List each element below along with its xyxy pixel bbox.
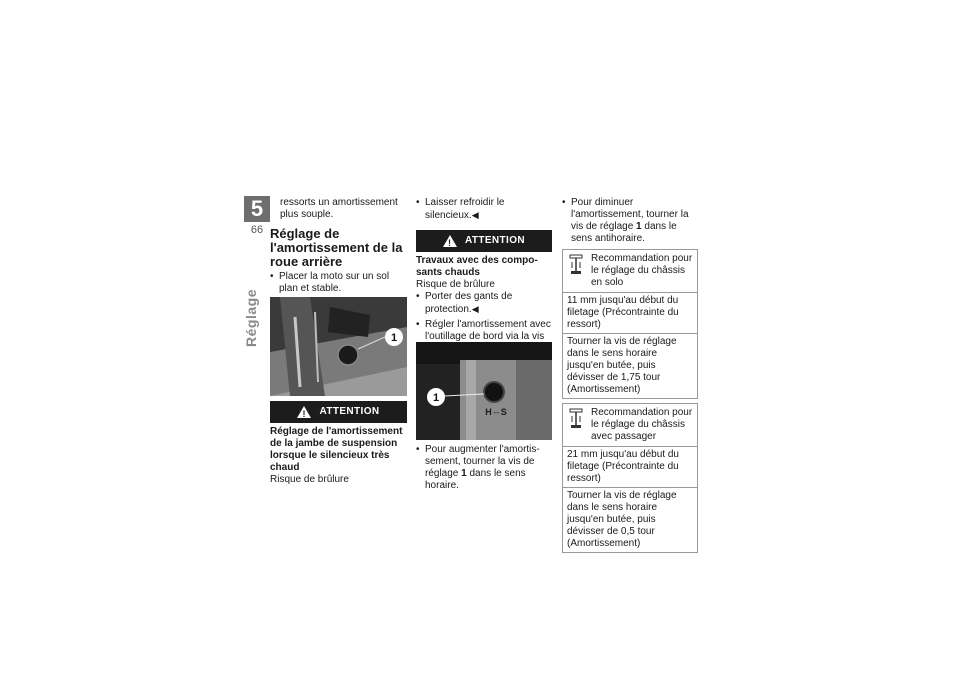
warning-icon bbox=[297, 406, 311, 418]
warning-text: Risque de brûlure bbox=[416, 279, 495, 290]
warning-bar bbox=[270, 401, 407, 423]
rear-shock-photo bbox=[270, 297, 407, 396]
rec-header bbox=[563, 250, 697, 292]
warning-title: Réglage de l'amortissement de la jambe de suspension lorsque le silencieux très chaud bbox=[270, 426, 403, 473]
column-2-bottom bbox=[416, 444, 552, 492]
end-mark-icon: ◀ bbox=[471, 304, 479, 314]
column-2 bbox=[416, 197, 552, 355]
column-3 bbox=[562, 197, 698, 553]
list-item: • Placer la moto sur un sol plan et stable. bbox=[270, 271, 407, 295]
rec-row: 11 mm jusqu'au début du filetage (Précontrainte du ressort) bbox=[563, 292, 697, 333]
chapter-side-title: Réglage bbox=[242, 289, 259, 347]
section-heading: Réglage de l'amortissement de la roue arrière bbox=[270, 226, 403, 269]
warning-bar bbox=[416, 230, 552, 252]
rec-row: Tourner la vis de réglage dans le sens horaire jusqu'en butée, puis dévisser de 0,5 tour (Amortissement) bbox=[563, 487, 697, 552]
rec-header bbox=[563, 404, 697, 446]
photo-callout-label: 1 bbox=[432, 392, 440, 404]
list-item: • Porter des gants de protection.◀ bbox=[416, 291, 552, 316]
rec-title: Recommandation pour le réglage du châssis en solo bbox=[591, 253, 693, 288]
warning-title: Travaux avec des composants chauds bbox=[416, 255, 538, 278]
rec-title: Recommandation pour le réglage du châssis avec passager bbox=[591, 407, 693, 442]
warning-label: ATTENTION bbox=[464, 235, 526, 246]
warning-text: Risque de brûlure bbox=[270, 474, 349, 485]
warning-block-1 bbox=[270, 401, 407, 486]
passenger-recommendation-box bbox=[562, 403, 698, 553]
end-mark-icon: ◀ bbox=[471, 210, 479, 220]
wrench-icon bbox=[569, 408, 583, 430]
rear-shock-illustration bbox=[270, 297, 407, 396]
list-item: • Pour augmenter l'amortissement, tourner la vis de réglage 1 dans le sens horaire. bbox=[416, 444, 552, 492]
adjuster-screw-photo bbox=[416, 342, 552, 440]
page-number: 66 bbox=[250, 224, 264, 236]
list-item: • Pour diminuer l'amortissement, tourner la vis de réglage 1 dans le sens antihoraire. bbox=[562, 197, 698, 245]
wrench-icon bbox=[569, 254, 583, 276]
chapter-number: 5 bbox=[244, 196, 270, 222]
rec-row: 21 mm jusqu'au début du filetage (Précontrainte du ressort) bbox=[563, 446, 697, 487]
adjuster-illustration bbox=[416, 342, 552, 440]
solo-recommendation-box bbox=[562, 249, 698, 399]
photo-marking: H⇔S bbox=[485, 407, 507, 417]
list-item: • Laisser refroidir le silencieux.◀ bbox=[416, 197, 552, 222]
photo-callout-label: 1 bbox=[390, 332, 398, 344]
intro-text: ressorts un amortissement plus souple. bbox=[280, 197, 398, 220]
warning-icon bbox=[443, 235, 457, 247]
warning-label: ATTENTION bbox=[319, 406, 380, 417]
column-1 bbox=[270, 197, 407, 295]
list-item: • Régler l'amortissement avec l'outillage de bord via la vis bbox=[416, 319, 552, 355]
rec-row: Tourner la vis de réglage dans le sens horaire jusqu'en butée, puis dévisser de 1,75 tour (Amortissement) bbox=[563, 333, 697, 398]
